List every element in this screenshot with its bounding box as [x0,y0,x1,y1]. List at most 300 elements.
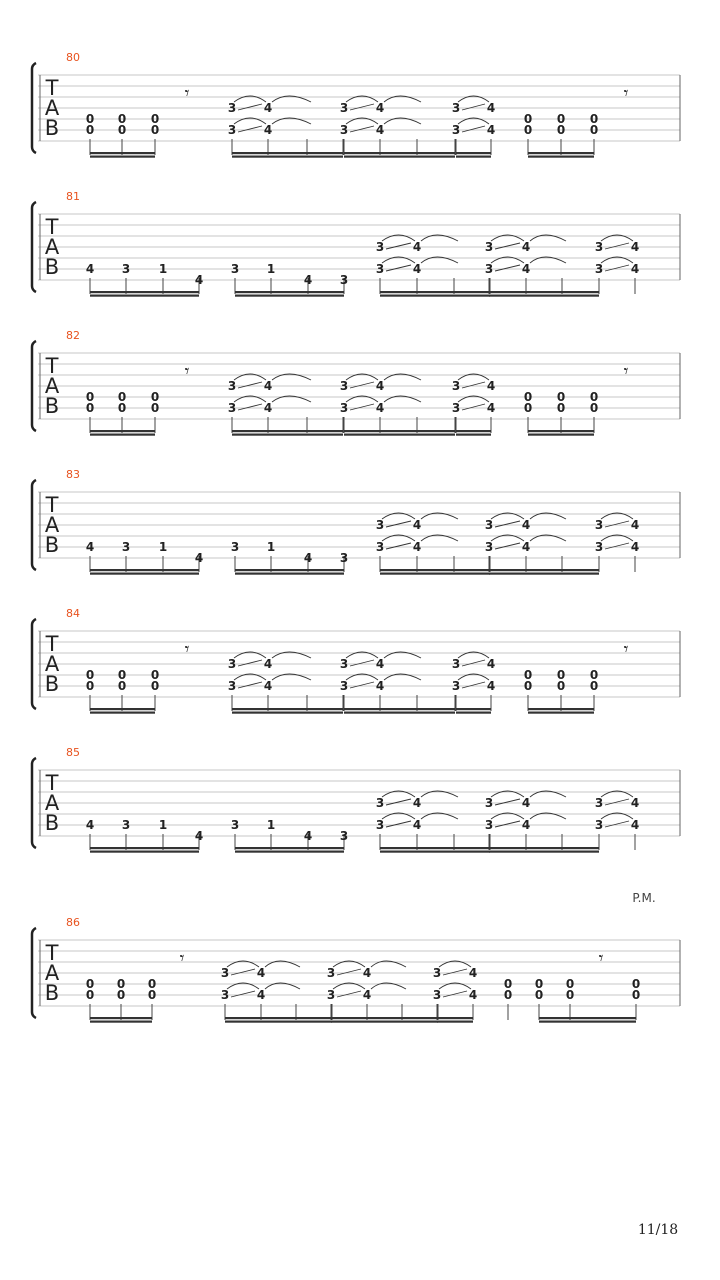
fret-number: 0 [503,988,513,1002]
slide-line [386,543,411,549]
tab-letter: B [44,533,60,557]
slide-line [350,660,374,666]
fret-number: 3 [326,988,336,1002]
system-bracket [32,63,36,153]
eighth-rest-icon: 𝄾 [623,83,629,104]
fret-number: 0 [150,668,160,682]
fret-number: 4 [303,551,313,565]
slide-line [462,382,485,388]
beam [331,1017,438,1019]
fret-number: 3 [121,818,131,832]
fret-number: 0 [117,123,127,137]
fret-number: 3 [339,829,349,843]
fret-number: 0 [117,401,127,415]
fret-number: 3 [484,818,494,832]
slide-line [605,243,629,249]
fret-number: 0 [85,977,95,991]
beam [437,1017,473,1019]
slide-line [605,265,629,271]
fret-number: 0 [117,390,127,404]
beam [232,152,343,154]
beam [380,569,490,571]
fret-number: 0 [147,977,157,991]
fret-number: 0 [85,123,95,137]
slide-line [605,799,629,805]
beam [528,430,594,432]
fret-number: 3 [339,657,349,671]
beam [380,851,490,853]
tab-letter: B [44,116,60,140]
fret-number: 0 [150,112,160,126]
slide-line [462,126,485,132]
beam [528,434,594,436]
beam [235,569,344,571]
fret-number: 4 [85,540,95,554]
slide-line [605,543,629,549]
beam [225,1017,332,1019]
slide-line [495,265,520,271]
fret-number: 3 [227,657,237,671]
measure-number: 83 [66,468,80,481]
fret-number: 0 [589,112,599,126]
fret-number: 3 [594,262,604,276]
fret-number: 4 [362,966,372,980]
beam [344,708,455,710]
slide-line [386,821,411,827]
tab-letter: T [45,771,59,795]
fret-number: 0 [523,679,533,693]
fret-number: 3 [484,540,494,554]
fret-number: 4 [362,988,372,1002]
slide-line [386,265,411,271]
slide-line [495,821,520,827]
fret-number: 4 [256,966,266,980]
fret-number: 0 [85,988,95,1002]
beam [90,152,155,154]
fret-number: 0 [85,390,95,404]
beam [225,1021,332,1023]
beam [539,1021,636,1023]
fret-number: 0 [150,679,160,693]
fret-number: 3 [227,401,237,415]
fret-number: 4 [263,101,273,115]
measure-number: 84 [66,607,80,620]
slide-line [337,991,361,997]
beam [528,708,594,710]
beam [90,430,155,432]
fret-number: 3 [375,540,385,554]
tab-letter: T [45,632,59,656]
tab-letter: B [44,255,60,279]
slide-line [231,969,255,975]
fret-number: 3 [227,101,237,115]
fret-number: 0 [85,401,95,415]
fret-number: 3 [484,262,494,276]
fret-number: 0 [150,123,160,137]
slide-line [495,543,520,549]
slide-line [443,991,467,997]
eighth-rest-icon: 𝄾 [179,948,185,969]
measure-number: 85 [66,746,80,759]
fret-number: 4 [486,657,496,671]
beam [489,847,599,849]
fret-number: 0 [556,679,566,693]
measure-number: 86 [66,916,80,929]
fret-number: 0 [565,977,575,991]
eighth-rest-icon: 𝄾 [184,83,190,104]
fret-number: 0 [556,112,566,126]
beam [456,156,491,158]
fret-number: 3 [339,273,349,287]
beam [489,295,599,297]
beam [380,573,490,575]
slide-line [238,126,262,132]
fret-number: 4 [630,518,640,532]
fret-number: 0 [117,668,127,682]
beam [489,569,599,571]
fret-number: 4 [263,379,273,393]
fret-number: 4 [375,379,385,393]
fret-number: 3 [451,123,461,137]
fret-number: 0 [589,123,599,137]
beam [90,573,199,575]
fret-number: 3 [375,796,385,810]
fret-number: 4 [630,818,640,832]
beam [344,156,455,158]
slide-line [386,521,411,527]
fret-number: 0 [116,988,126,1002]
fret-number: 0 [556,401,566,415]
fret-number: 3 [220,966,230,980]
tab-letter: A [44,652,60,676]
fret-number: 3 [451,657,461,671]
fret-number: 4 [630,240,640,254]
beam [235,295,344,297]
fret-number: 4 [521,240,531,254]
fret-number: 3 [432,988,442,1002]
fret-number: 4 [303,829,313,843]
fret-number: 0 [503,977,513,991]
fret-number: 4 [412,796,422,810]
system-bracket [32,202,36,292]
slide-line [443,969,467,975]
fret-number: 4 [375,101,385,115]
fret-number: 4 [630,540,640,554]
tab-letter: T [45,215,59,239]
beam [528,152,594,154]
fret-number: 0 [631,988,641,1002]
system-bracket [32,619,36,709]
fret-number: 0 [85,112,95,126]
tab-letter: A [44,374,60,398]
tab-letter: B [44,981,60,1005]
fret-number: 3 [484,796,494,810]
fret-number: 4 [85,818,95,832]
fret-number: 1 [158,540,168,554]
fret-number: 0 [85,668,95,682]
fret-number: 0 [147,988,157,1002]
tab-letter: A [44,791,60,815]
beam [235,291,344,293]
fret-number: 1 [266,262,276,276]
fret-number: 4 [521,796,531,810]
fret-number: 3 [339,551,349,565]
fret-number: 3 [375,818,385,832]
fret-number: 3 [451,379,461,393]
slide-line [350,126,374,132]
fret-number: 3 [375,262,385,276]
fret-number: 0 [523,112,533,126]
fret-number: 3 [451,401,461,415]
fret-number: 4 [521,262,531,276]
fret-number: 3 [594,796,604,810]
fret-number: 4 [375,657,385,671]
beam [235,847,344,849]
fret-number: 0 [117,112,127,126]
beam [232,156,343,158]
fret-number: 4 [486,401,496,415]
fret-number: 0 [534,988,544,1002]
beam [90,847,199,849]
tab-letter: B [44,811,60,835]
beam [90,712,155,714]
fret-number: 1 [158,818,168,832]
fret-number: 3 [227,123,237,137]
fret-number: 4 [630,262,640,276]
fret-number: 4 [303,273,313,287]
fret-number: 3 [484,240,494,254]
fret-number: 3 [432,966,442,980]
fret-number: 3 [230,262,240,276]
fret-number: 0 [556,123,566,137]
tab-letter: B [44,672,60,696]
fret-number: 4 [194,829,204,843]
beam [456,434,491,436]
fret-number: 4 [263,401,273,415]
fret-number: 4 [486,679,496,693]
fret-number: 3 [484,518,494,532]
fret-number: 0 [85,679,95,693]
fret-number: 4 [263,657,273,671]
slide-line [231,991,255,997]
beam [528,712,594,714]
fret-number: 1 [158,262,168,276]
fret-number: 4 [412,240,422,254]
beam [344,712,455,714]
fret-number: 3 [339,123,349,137]
system-bracket [32,928,36,1018]
beam [344,430,455,432]
beam [456,708,491,710]
beam [232,434,343,436]
beam [331,1021,438,1023]
beam [232,712,343,714]
slide-line [350,682,374,688]
tab-letter: A [44,235,60,259]
fret-number: 4 [375,401,385,415]
beam [344,434,455,436]
eighth-rest-icon: 𝄾 [598,948,604,969]
fret-number: 3 [339,379,349,393]
fret-number: 0 [589,390,599,404]
beam [90,291,199,293]
fret-number: 0 [589,668,599,682]
fret-number: 4 [630,796,640,810]
fret-number: 4 [263,123,273,137]
slide-line [462,682,485,688]
fret-number: 4 [412,540,422,554]
fret-number: 0 [116,977,126,991]
fret-number: 3 [451,101,461,115]
fret-number: 4 [194,273,204,287]
measure-number: 80 [66,51,80,64]
beam [90,434,155,436]
fret-number: 0 [556,668,566,682]
fret-number: 3 [375,240,385,254]
fret-number: 0 [117,679,127,693]
fret-number: 4 [263,679,273,693]
fret-number: 0 [150,401,160,415]
slide-line [238,660,262,666]
fret-number: 3 [594,518,604,532]
system-bracket [32,480,36,570]
tab-letter: A [44,96,60,120]
tab-letter: A [44,513,60,537]
fret-number: 4 [486,379,496,393]
beam [232,708,343,710]
tab-letter: T [45,941,59,965]
beam [90,1017,152,1019]
beam [380,847,490,849]
beam [489,851,599,853]
slide-line [350,382,374,388]
eighth-rest-icon: 𝄾 [184,361,190,382]
fret-number: 4 [85,262,95,276]
palm-mute-label: P.M. [632,891,656,905]
tab-letter: T [45,493,59,517]
slide-line [462,104,485,110]
fret-number: 4 [256,988,266,1002]
beam [437,1021,473,1023]
beam [380,295,490,297]
page-number: 11/18 [637,1222,679,1238]
beam [456,152,491,154]
fret-number: 3 [375,518,385,532]
slide-line [238,382,262,388]
fret-number: 4 [486,123,496,137]
fret-number: 0 [534,977,544,991]
fret-number: 1 [266,540,276,554]
slide-line [495,243,520,249]
beam [489,291,599,293]
fret-number: 3 [230,818,240,832]
fret-number: 3 [326,966,336,980]
fret-number: 0 [589,401,599,415]
beam [90,708,155,710]
slide-line [386,243,411,249]
beam [90,295,199,297]
fret-number: 4 [412,518,422,532]
slide-line [605,521,629,527]
fret-number: 4 [521,818,531,832]
fret-number: 4 [486,101,496,115]
slide-line [495,521,520,527]
slide-line [238,104,262,110]
slide-line [462,660,485,666]
fret-number: 0 [556,390,566,404]
fret-number: 4 [412,818,422,832]
tab-letter: B [44,394,60,418]
slide-line [350,104,374,110]
fret-number: 0 [523,123,533,137]
tab-letter: A [44,961,60,985]
eighth-rest-icon: 𝄾 [623,639,629,660]
slide-line [350,404,374,410]
fret-number: 4 [412,262,422,276]
fret-number: 3 [451,679,461,693]
beam [456,712,491,714]
fret-number: 4 [375,123,385,137]
beam [90,1021,152,1023]
tab-letter: T [45,354,59,378]
fret-number: 4 [468,988,478,1002]
fret-number: 3 [339,401,349,415]
beam [232,430,343,432]
beam [90,156,155,158]
fret-number: 0 [523,390,533,404]
fret-number: 3 [339,679,349,693]
fret-number: 3 [339,101,349,115]
fret-number: 0 [565,988,575,1002]
tab-letter: T [45,76,59,100]
system-bracket [32,341,36,431]
fret-number: 4 [521,540,531,554]
slide-line [238,404,262,410]
fret-number: 0 [631,977,641,991]
fret-number: 0 [523,401,533,415]
slide-line [337,969,361,975]
beam [456,430,491,432]
measure-number: 82 [66,329,80,342]
slide-line [495,799,520,805]
slide-line [605,821,629,827]
slide-line [238,682,262,688]
fret-number: 4 [194,551,204,565]
fret-number: 4 [468,966,478,980]
beam [380,291,490,293]
fret-number: 3 [121,540,131,554]
fret-number: 3 [220,988,230,1002]
beam [90,569,199,571]
measure-number: 81 [66,190,80,203]
fret-number: 0 [589,679,599,693]
beam [90,851,199,853]
beam [489,573,599,575]
fret-number: 0 [150,390,160,404]
fret-number: 4 [375,679,385,693]
fret-number: 1 [266,818,276,832]
fret-number: 3 [121,262,131,276]
beam [528,156,594,158]
fret-number: 3 [227,379,237,393]
eighth-rest-icon: 𝄾 [623,361,629,382]
fret-number: 3 [230,540,240,554]
fret-number: 3 [594,818,604,832]
slide-line [462,404,485,410]
slide-line [386,799,411,805]
beam [235,573,344,575]
fret-number: 0 [523,668,533,682]
